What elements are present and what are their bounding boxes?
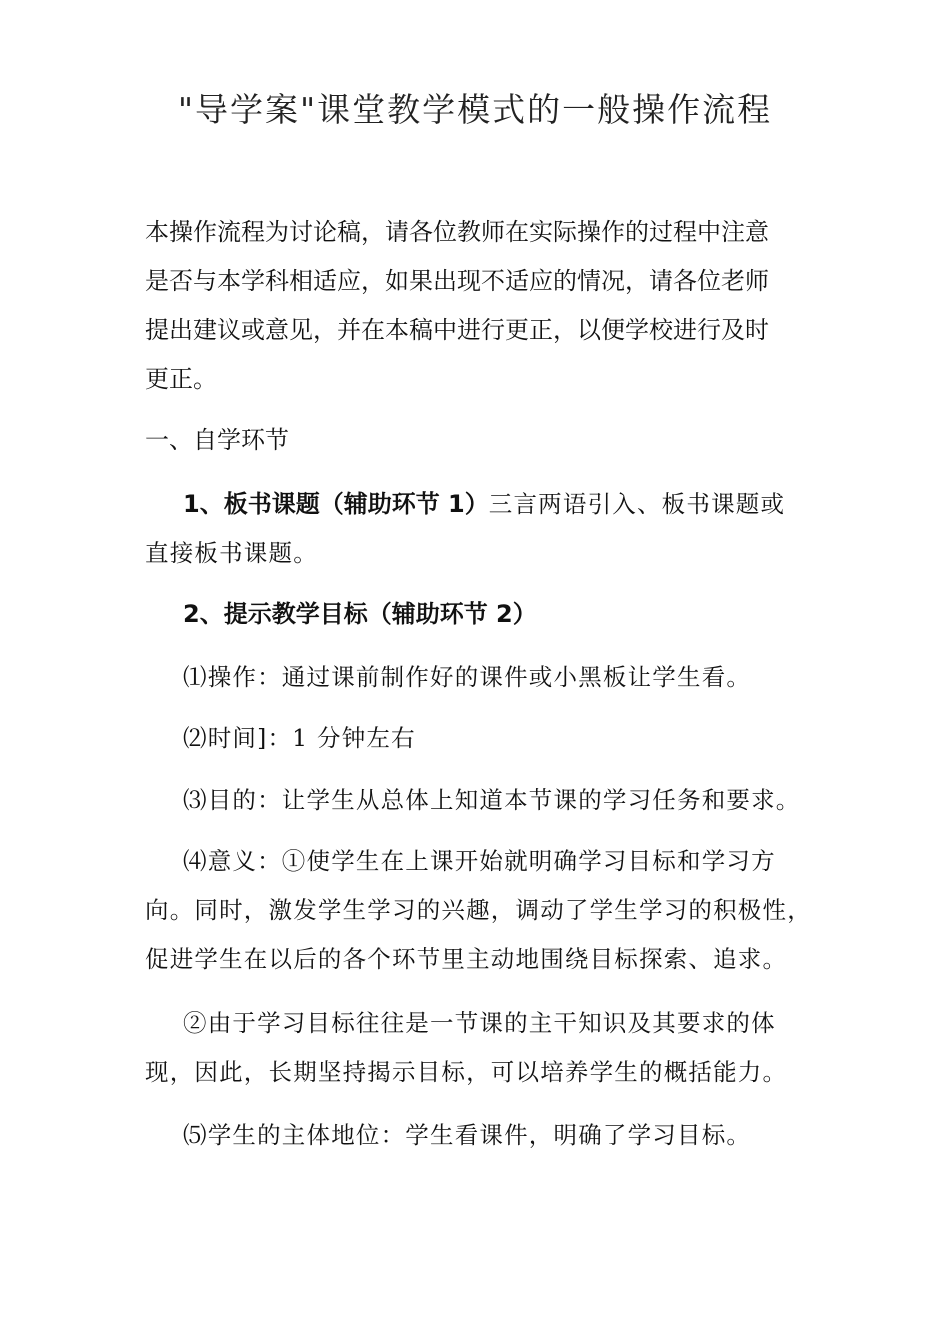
item2-purpose: ⑶目的：让学生从总体上知道本节课的学习任务和要求。 [183, 786, 801, 814]
item1-text: 三言两语引入、板书课题或 [488, 490, 786, 518]
meaning-line: ⑷意义：①使学生在上课开始就明确学习目标和学习方 [183, 847, 776, 875]
item2-meaning2 [145, 999, 813, 1097]
section-heading: 一、自学环节 [145, 426, 289, 454]
item1-paragraph [145, 480, 813, 578]
intro-paragraph [145, 208, 813, 404]
meaning2-line: 现，因此，长期坚持揭示目标，可以培养学生的概括能力。 [145, 1058, 788, 1086]
item2-time: ⑵时间]：1 分钟左右 [183, 724, 416, 752]
item1-text-cont: 直接板书课题。 [145, 539, 318, 567]
item2-operation: ⑴操作：通过课前制作好的课件或小黑板让学生看。 [183, 663, 752, 691]
document-title: "导学案"课堂教学模式的一般操作流程 [177, 90, 773, 129]
meaning2-line: ②由于学习目标往往是一节课的主干知识及其要求的体 [183, 1009, 776, 1037]
item2-meaning [145, 837, 813, 984]
item2-label: 2、提示教学目标（辅助环节 2） [183, 600, 537, 628]
intro-line: 更正。 [145, 365, 217, 393]
intro-line: 本操作流程为讨论稿，请各位教师在实际操作的过程中注意 [145, 218, 769, 246]
meaning-line: 向。同时，激发学生学习的兴趣，调动了学生学习的积极性， [145, 896, 812, 924]
meaning-line: 促进学生在以后的各个环节里主动地围绕目标探索、追求。 [145, 945, 788, 973]
item2-subject: ⑸学生的主体地位：学生看课件，明确了学习目标。 [183, 1121, 752, 1149]
intro-line: 提出建议或意见，并在本稿中进行更正，以便学校进行及时 [145, 316, 769, 344]
item1-label: 1、板书课题（辅助环节 1） [183, 490, 489, 518]
intro-line: 是否与本学科相适应，如果出现不适应的情况，请各位老师 [145, 267, 769, 295]
